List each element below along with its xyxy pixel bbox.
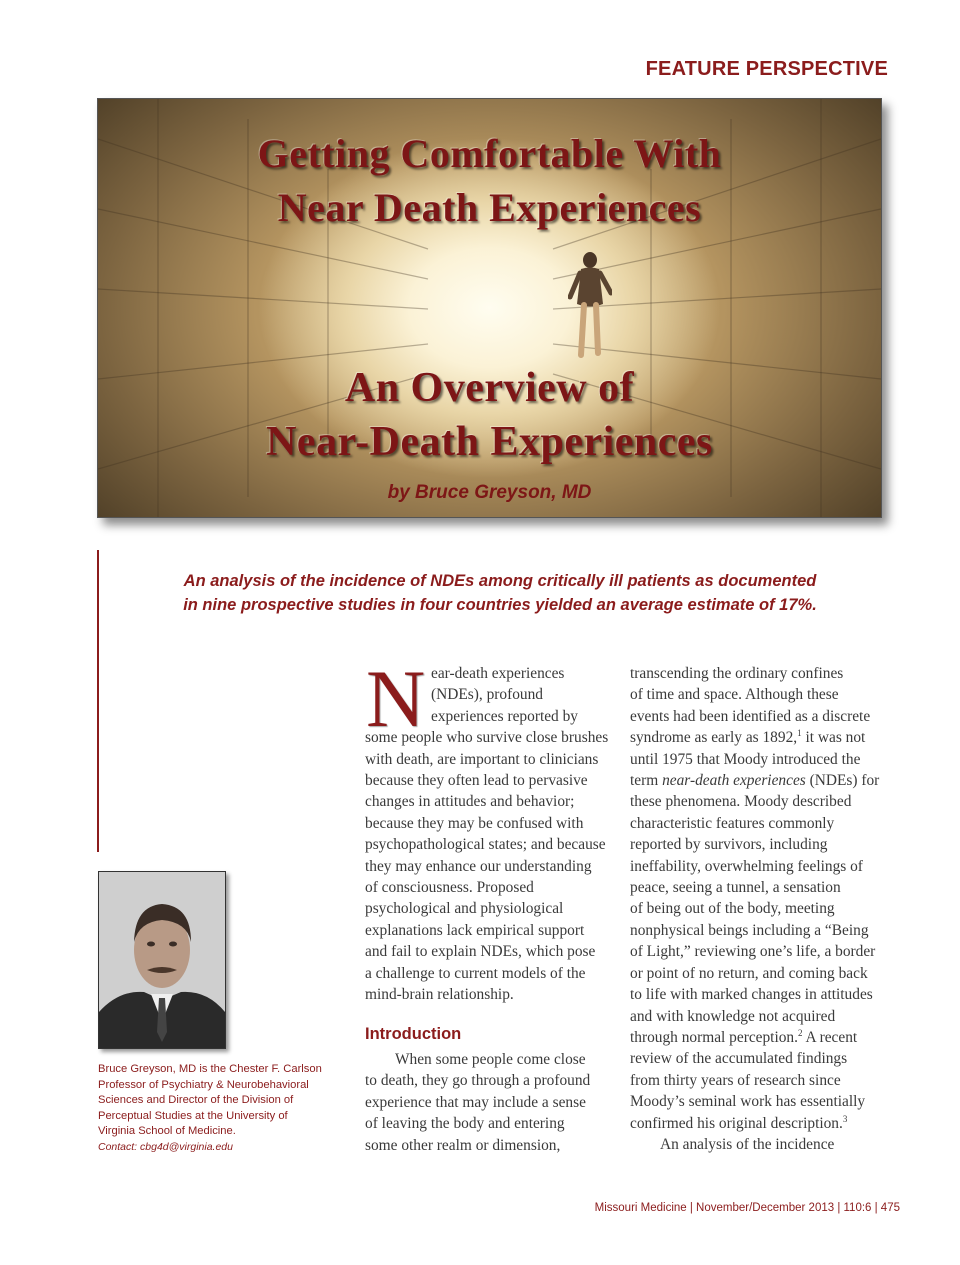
text-line: nonphysical beings including a “Being — [630, 921, 869, 939]
text-line: these phenomena. Moody described — [630, 793, 852, 811]
text-line — [630, 727, 890, 748]
citation-2: 2 — [797, 1027, 803, 1038]
citation-3: 3 — [842, 1113, 848, 1124]
text-line: of consciousness. Proposed — [365, 879, 534, 897]
text-line: characteristic features commonly — [630, 814, 835, 832]
accent-rule — [97, 550, 99, 852]
text-line — [630, 1027, 890, 1048]
text-line: to death, they go through a profound — [365, 1072, 591, 1090]
text-line: a challenge to current models of the — [365, 964, 586, 982]
text-line: peace, seeing a tunnel, a sensation — [630, 879, 841, 897]
text-line: of Light,” reviewing one’s life, a border — [630, 943, 876, 961]
text-run: through normal perception. — [630, 1028, 798, 1046]
text-line: mind-brain relationship. — [365, 986, 514, 1004]
section-heading-introduction: Introduction — [365, 1025, 462, 1043]
emphasized-term: near-death experiences — [662, 772, 806, 790]
text-line: changes in attitudes and behavior; — [365, 793, 575, 811]
deck-line1: An analysis of the incidence of NDEs among critically ill patients as documented — [183, 572, 817, 590]
text-line: review of the accumulated findings — [630, 1050, 848, 1068]
text-line: experience that may include a sense — [365, 1093, 586, 1111]
author-contact: Contact: cbg4d@virginia.edu — [98, 1140, 233, 1153]
citation-1: 1 — [797, 728, 802, 739]
hero-title-line2: Near Death Experiences — [277, 185, 702, 230]
text-line: and fail to explain NDEs, which pose — [365, 943, 596, 961]
hero-title-line1: Getting Comfortable With — [257, 131, 722, 176]
text-line: or point of no return, and coming back — [630, 964, 868, 982]
author-photo — [98, 871, 226, 1049]
text-line: An analysis of the incidence — [660, 1135, 835, 1153]
text-line — [630, 1113, 890, 1134]
bio-line4: Perceptual Studies at the University of — [98, 1109, 288, 1122]
hero-image — [97, 98, 882, 518]
text-line: because they may be confused with — [365, 814, 584, 832]
bio-line1: Bruce Greyson, MD is the Chester F. Carlson — [98, 1063, 322, 1075]
text-run: confirmed his original description. — [630, 1114, 843, 1132]
text-line: some other realm or dimension, — [365, 1136, 561, 1154]
text-line: ineffability, overwhelming feelings of — [630, 857, 863, 875]
bio-line3: Sciences and Director of the Division of — [98, 1094, 294, 1107]
page-footer: Missouri Medicine | November/December 2013 | 110:6 | 475 — [594, 1202, 900, 1214]
text-line: psychopathological states; and because — [365, 836, 606, 854]
text-line: until 1975 that Moody introduced the — [630, 750, 861, 768]
text-line: they may enhance our understanding — [365, 857, 592, 875]
text-line: Moody’s seminal work has essentially — [630, 1093, 866, 1111]
author-bio — [98, 1062, 338, 1156]
hero-title-line4: Near-Death Experiences — [266, 419, 713, 465]
text-line: ear-death experiences — [431, 665, 565, 682]
lead-lines — [365, 663, 620, 727]
text-run: (NDEs) for — [805, 772, 880, 790]
hero-title-top — [98, 127, 881, 235]
byline: by Bruce Greyson, MD — [387, 482, 592, 503]
hero-title-bottom — [98, 361, 881, 469]
body-column-1-intro — [365, 1049, 620, 1156]
walking-figure — [568, 249, 612, 361]
bio-line2: Professor of Psychiatry & Neurobehavioral — [98, 1078, 309, 1091]
text-line: explanations lack empirical support — [365, 921, 585, 939]
article-deck — [150, 569, 850, 617]
bio-line5: Virginia School of Medicine. — [98, 1125, 236, 1138]
text-run: A recent — [802, 1028, 858, 1046]
text-line: of leaving the body and entering — [365, 1115, 565, 1133]
text-line: and with knowledge not acquired — [630, 1007, 836, 1025]
body-column-1 — [365, 653, 620, 1006]
text-line — [630, 770, 890, 791]
text-line: of time and space. Although these — [630, 686, 839, 704]
text-line: psychological and physiological — [365, 900, 564, 918]
text-line: of being out of the body, meeting — [630, 900, 835, 918]
drop-cap: N — [366, 653, 426, 744]
hero-title-line3: An Overview of — [344, 365, 635, 411]
text-line: to life with marked changes in attitudes — [630, 986, 873, 1004]
text-line: transcending the ordinary confines — [630, 665, 844, 682]
text-line: events had been identified as a discrete — [630, 707, 871, 725]
text-run: syndrome as early as 1892, — [630, 729, 798, 747]
text-line: experiences reported by — [431, 707, 578, 725]
text-line: some people who survive close brushes — [365, 729, 609, 747]
text-line: with death, are important to clinicians — [365, 750, 599, 768]
text-line: because they often lead to pervasive — [365, 772, 588, 790]
section-label: FEATURE PERSPECTIVE — [645, 58, 888, 80]
text-line: from thirty years of research since — [630, 1071, 841, 1089]
text-line: (NDEs), profound — [431, 686, 543, 704]
deck-line2: in nine prospective studies in four countries yielded an average estimate of 17%. — [183, 596, 817, 614]
author-portrait-illustration — [99, 872, 225, 1048]
text-run: term — [630, 772, 663, 790]
text-line: reported by survivors, including — [630, 836, 828, 854]
body-column-2 — [630, 663, 890, 1155]
text-run: it was not — [801, 729, 866, 747]
text-line: When some people come close — [395, 1051, 586, 1068]
